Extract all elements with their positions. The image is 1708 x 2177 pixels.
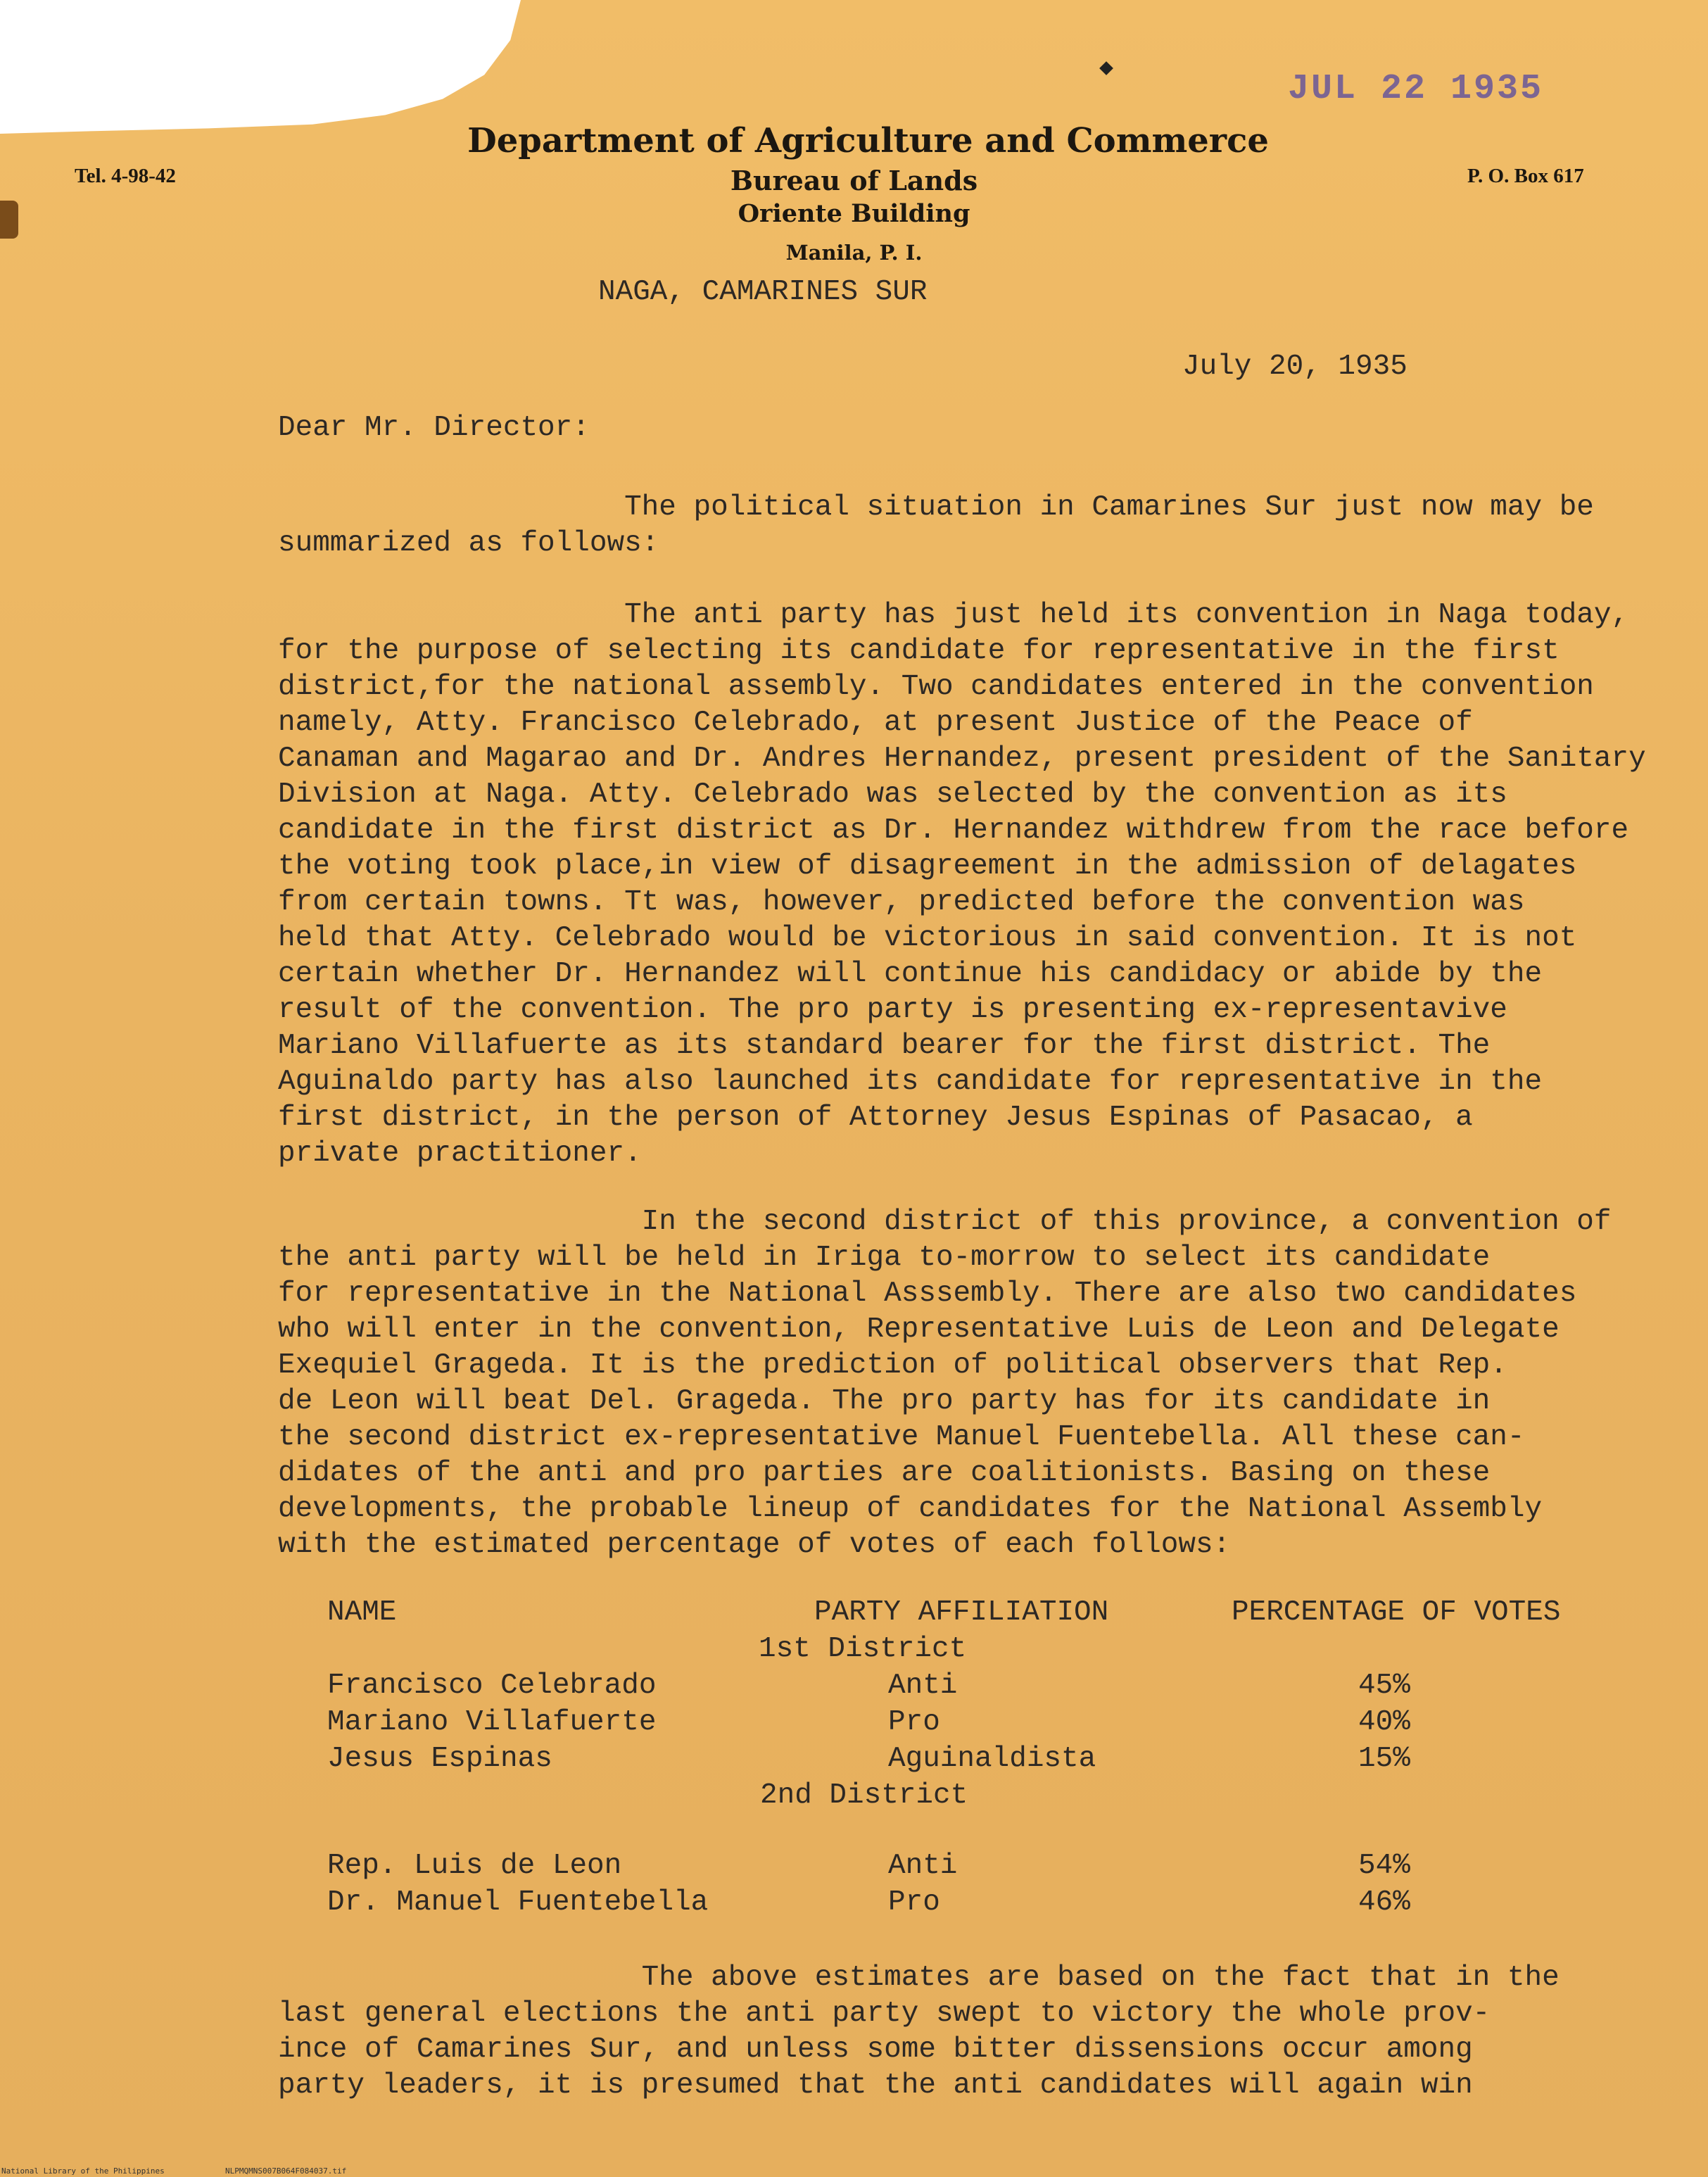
text-line: from certain towns. Tt was, however, predicted before the convention was [278, 886, 1525, 919]
scan-filename: NLPMQMNS007B064F084037.tif [225, 2166, 347, 2176]
district-title: 1st District [759, 1633, 967, 1665]
candidate-party: Aguinaldista [888, 1743, 1096, 1775]
text-line: The above estimates are based on the fact that in the [278, 1962, 1560, 1994]
po-box: P. O. Box 617 [1467, 165, 1584, 187]
letterhead-department: Department of Agriculture and Commerce [467, 121, 1269, 160]
candidate-percentage: 54% [1358, 1850, 1410, 1882]
text-line: who will enter in the convention, Representative Luis de Leon and Delegate [278, 1313, 1560, 1346]
text-line: didates of the anti and pro parties are coalitionists. Basing on these [278, 1457, 1491, 1489]
location-line: NAGA, CAMARINES SUR [598, 276, 928, 308]
text-line: private practitioner. [278, 1137, 642, 1170]
candidate-percentage: 46% [1358, 1886, 1410, 1919]
letterhead-city: Manila, P. I. [785, 241, 923, 265]
table-row [0, 1706, 1708, 1743]
header-party: PARTY AFFILIATION [814, 1596, 1109, 1629]
district-heading [0, 1779, 1708, 1816]
candidate-party: Pro [888, 1706, 940, 1739]
paragraph-intro [278, 490, 1700, 562]
candidate-name: Francisco Celebrado [327, 1670, 657, 1702]
text-line: Canaman and Magarao and Dr. Andres Hernandez, present president of the Sanitary [278, 743, 1646, 775]
text-line: The anti party has just held its convention in Naga today, [278, 599, 1629, 631]
candidate-percentage: 45% [1358, 1670, 1410, 1702]
candidate-name: Dr. Manuel Fuentebella [327, 1886, 709, 1919]
candidate-party: Pro [888, 1886, 940, 1919]
candidate-party: Anti [888, 1670, 958, 1702]
text-line: held that Atty. Celebrado would be victorious in said convention. It is not [278, 922, 1577, 954]
text-line: The political situation in Camarines Sur just now may be [278, 491, 1594, 524]
table-row [0, 1850, 1708, 1886]
candidate-name: Rep. Luis de Leon [327, 1850, 622, 1882]
text-line: namely, Atty. Francisco Celebrado, at present Justice of the Peace of [278, 707, 1473, 739]
text-line: ince of Camarines Sur, and unless some bitter dissensions occur among [278, 2033, 1473, 2066]
table-row [0, 1886, 1708, 1923]
text-line: candidate in the first district as Dr. Hernandez withdrew from the race before [278, 814, 1629, 847]
header-name: NAME [327, 1596, 397, 1629]
text-line: summarized as follows: [278, 527, 659, 560]
text-line: with the estimated percentage of votes of each follows: [278, 1529, 1231, 1561]
text-line: In the second district of this province, a convention of [278, 1206, 1612, 1238]
table-row [0, 1670, 1708, 1706]
table-header-row [0, 1596, 1708, 1633]
text-line: certain whether Dr. Hernandez will continue his candidacy or abide by the [278, 958, 1543, 990]
salutation: Dear Mr. Director: [278, 412, 590, 444]
text-line: the anti party will be held in Iriga to-morrow to select its candidate [278, 1242, 1491, 1274]
text-line: the voting took place,in view of disagreement in the admission of delagates [278, 850, 1577, 883]
candidate-name: Jesus Espinas [327, 1743, 552, 1775]
received-date-stamp: JUL 22 1935 [1288, 69, 1544, 109]
candidate-percentage: 40% [1358, 1706, 1410, 1739]
district-heading [0, 1633, 1708, 1670]
header-percentage: PERCENTAGE OF VOTES [1232, 1596, 1561, 1629]
text-line: for representative in the National Asssembly. There are also two candidates [278, 1277, 1577, 1310]
text-line: last general elections the anti party swept to victory the whole prov- [278, 1998, 1491, 2030]
scan-footer [0, 2166, 1708, 2177]
district-title: 2nd District [760, 1779, 968, 1812]
text-line: Aguinaldo party has also launched its candidate for representative in the [278, 1066, 1543, 1098]
letter-date: July 20, 1935 [1182, 351, 1407, 383]
table-row [0, 1743, 1708, 1779]
text-line: party leaders, it is presumed that the anti candidates will again win [278, 2069, 1473, 2102]
telephone-number: Tel. 4-98-42 [75, 165, 176, 187]
text-line: Mariano Villafuerte as its standard bearer for the first district. The [278, 1030, 1491, 1062]
text-line: result of the convention. The pro party is presenting ex-representavive [278, 994, 1507, 1026]
letterhead-bureau: Bureau of Lands [730, 165, 978, 196]
paragraph-conclusion [278, 1960, 1700, 2104]
paragraph-first-district [278, 598, 1700, 1172]
text-line: first district, in the person of Attorney Jesus Espinas of Pasacao, a [278, 1102, 1473, 1134]
text-line: Exequiel Grageda. It is the prediction of political observers that Rep. [278, 1349, 1507, 1382]
candidate-name: Mariano Villafuerte [327, 1706, 657, 1739]
letterhead-building: Oriente Building [738, 199, 970, 228]
candidate-percentage: 15% [1358, 1743, 1410, 1775]
text-line: for the purpose of selecting its candidate for representative in the first [278, 635, 1560, 667]
text-line: developments, the probable lineup of candidates for the National Assembly [278, 1493, 1543, 1525]
torn-corner [0, 0, 521, 134]
ink-dot [1099, 61, 1113, 75]
candidate-party: Anti [888, 1850, 958, 1882]
text-line: district,for the national assembly. Two candidates entered in the convention [278, 671, 1594, 703]
paragraph-second-district [278, 1204, 1700, 1563]
text-line: the second district ex-representative Manuel Fuentebella. All these can- [278, 1421, 1525, 1453]
text-line: de Leon will beat Del. Grageda. The pro party has for its candidate in [278, 1385, 1491, 1418]
library-credit: National Library of the Philippines [1, 2166, 165, 2176]
text-line: Division at Naga. Atty. Celebrado was selected by the convention as its [278, 778, 1507, 811]
